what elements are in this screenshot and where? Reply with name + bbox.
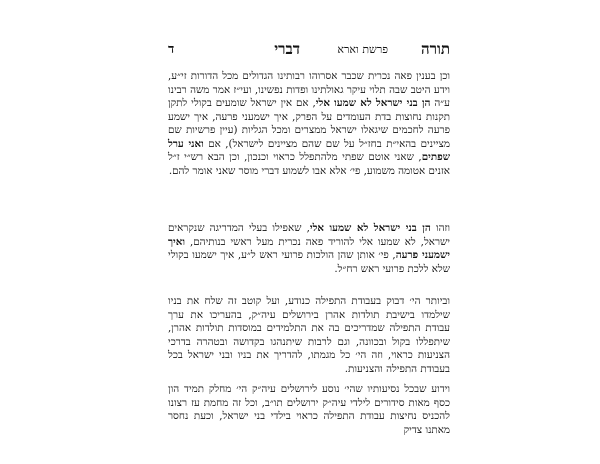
body-text: , שאני אוטם שפתי מלהתפלל כראוי וכנכון, וכן הבא רש״י ז״ל אזנים אטומה משמוע, פי׳ אלא אבו לשמוע דברי מוסר שאני אומר להם.	[168, 151, 450, 177]
body-text: , פי׳ אותן שהן הולכות פרועי ראש ל״ע, איך ישמעו בקולי שלא ללכת פרועי ראש רח״ל.	[168, 249, 450, 275]
body-text: וכן בענין פאה נכרית שכבר אסרוהו רבותינו הגדולים מכל הדורות זי״ע, וידע היטב שבה תלוי עיקר גאולתינו ופדות נפשינו, ועי״ז אמר משה רבינו ע״ה	[168, 70, 451, 110]
header-parsha: פרשת וארא	[337, 43, 388, 56]
header-torah: תורה	[421, 40, 450, 58]
body-text: , שאפילו בעלי המדריגה שנקראים ישראל, לא שמעו אלי להוריד פאה נכרית מעל ראשי בנותיהם,	[168, 222, 450, 248]
paragraph-4	[168, 383, 450, 437]
body-text: וזהו	[430, 222, 451, 234]
emphasized-phrase: ואיך ישמעני פרעה	[168, 235, 450, 262]
running-header	[168, 40, 450, 60]
emphasized-phrase: הן בני ישראל לא שמעו אלי	[309, 222, 431, 234]
header-divrei: דברי	[274, 40, 300, 58]
paragraph-1	[168, 70, 450, 178]
body-text: וביותר הי׳ דבוק בעבודת התפילה כנודע, ועל קוטב זה שלח את בניו שילמדו בישיבת תולדות אהרן בירושלים עיה״ק, בהעריכו את ערך עבודת התפילה שמדריכים בה את התלמידים במוסדות תולדות אהרן, שיתפללו בקול ובכוונה, וגם לרבות שיתנהגו בקדושה ובטהרה בדרכי הצניעות כראוי, וזה הי׳ כל מגמתו, להדריך את בניו ובני ישראל בכל בעבודת התפילה והצניעות.	[168, 295, 450, 375]
paragraph-2	[168, 222, 450, 276]
page-number: ד	[168, 42, 175, 57]
body-text: וידוע שבכל נסיעותיו שהי׳ נוסע לירושלים עיה״ק הי׳ מחלק תמיד הון כסף מאות סידורים לילדי עיה״ק ירושלים תו״ב, וכל זה מחמת עז רצונו להכניס נחיצות עבודת התפילה כראוי בילדי בני ישראל, וכעת נחסר מאתנו צדיק	[168, 383, 450, 436]
emphasized-phrase: ואני ערל שפתים	[168, 137, 450, 164]
emphasized-phrase: הן בני ישראל לא שמעו אלי	[315, 97, 431, 110]
body-text: , אם אין ישראל שומעים בקולי לתקן תקנות נחוצות בדת העומדים על הפרק, איך ישמעני פרעה, איך ישמע פרעה לחכמים שיגאלו ישראל ממצרים ומכל הגליות (עיין פרשיות שם מציינים בהאי״ת בחז״ל על שם שהם מציינים לישראל), אם	[168, 97, 450, 150]
paragraph-3	[168, 295, 450, 376]
